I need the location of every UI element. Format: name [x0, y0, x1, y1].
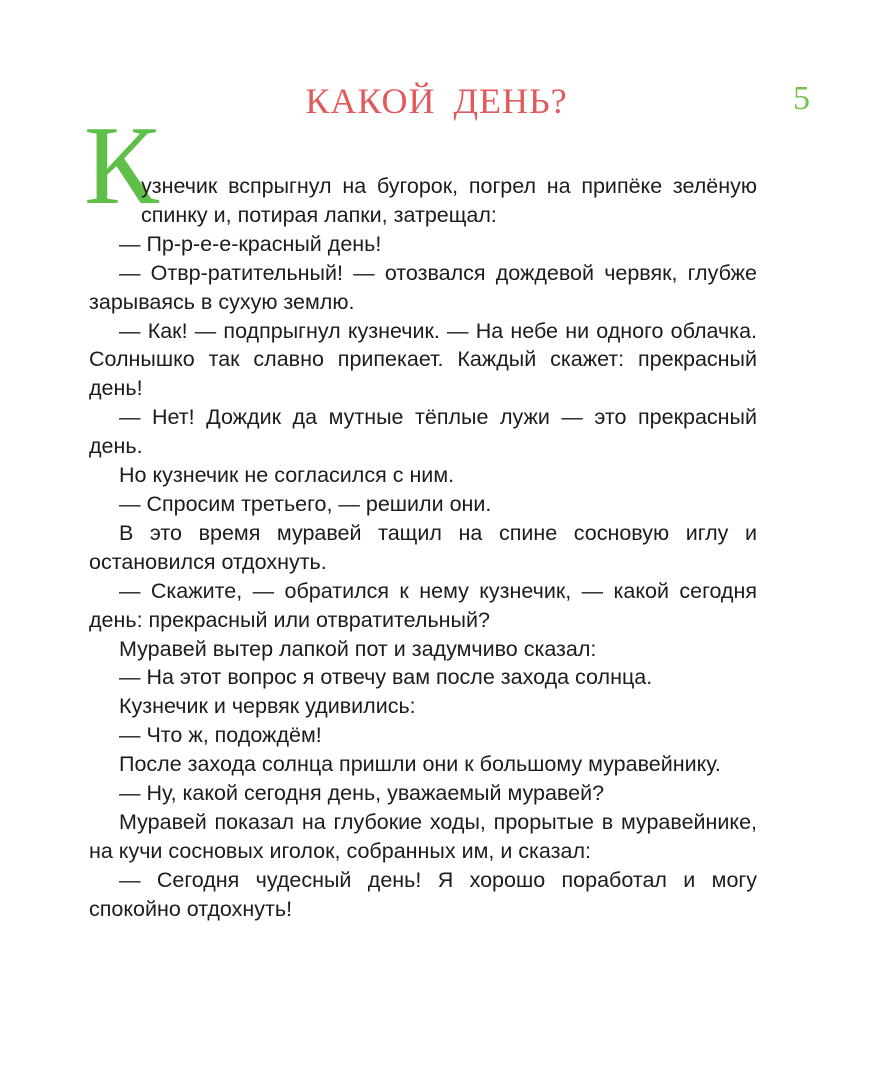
- paragraph: — Нет! Дождик да мутные тёплые лужи — это прекрасный день.: [89, 405, 757, 459]
- paragraph: — Скажите, — обратился к нему кузнечик, — какой сегодня день: прекрасный или отвратительный?: [89, 578, 757, 632]
- paragraph: Кузнечик и червяк удивились:: [119, 694, 416, 719]
- paragraph: — Сегодня чудесный день! Я хорошо поработал и могу спокойно отдохнуть!: [89, 867, 757, 921]
- paragraph: Муравей показал на глубокие ходы, прорытые в муравейнике, на кучи сосновых иголок, собранных им, и сказал:: [89, 809, 757, 863]
- paragraph: — Что ж, подождём!: [119, 723, 322, 748]
- paragraph: — Спросим третьего, — решили они.: [119, 491, 492, 516]
- paragraph: После захода солнца пришли они к большому муравейнику.: [119, 752, 721, 777]
- paragraph: — Ну, какой сегодня день, уважаемый муравей?: [119, 781, 605, 806]
- paragraph: узнечик вспрыгнул на бугорок, погрел на припёке зелёную спинку и, потирая лапки, затрещал:: [141, 174, 757, 227]
- paragraph: — Пр-р-е-е-красный день!: [119, 231, 382, 256]
- page-number: 5: [793, 80, 810, 117]
- story-text: [89, 172, 757, 924]
- paragraph: — Отвр-ратительный! — отозвался дождевой червяк, глубже зарываясь в сухую землю.: [89, 260, 757, 314]
- paragraph: В это время муравей тащил на спине сосновую иглу и остановился отдохнуть.: [89, 520, 757, 574]
- paragraph: Муравей вытер лапкой пот и задумчиво сказал:: [119, 636, 597, 661]
- paragraph: — На этот вопрос я отвечу вам после захода солнца.: [119, 665, 653, 690]
- paragraph: Но кузнечик не согласился с ним.: [119, 463, 455, 488]
- paragraph: — Как! — подпрыгнул кузнечик. — На небе ни одного облачка. Солнышко так славно припекает. Каждый скажет: прекрасный день!: [89, 318, 757, 401]
- drop-cap-letter: К: [84, 104, 159, 228]
- page-title: КАКОЙ ДЕНЬ?: [305, 81, 568, 121]
